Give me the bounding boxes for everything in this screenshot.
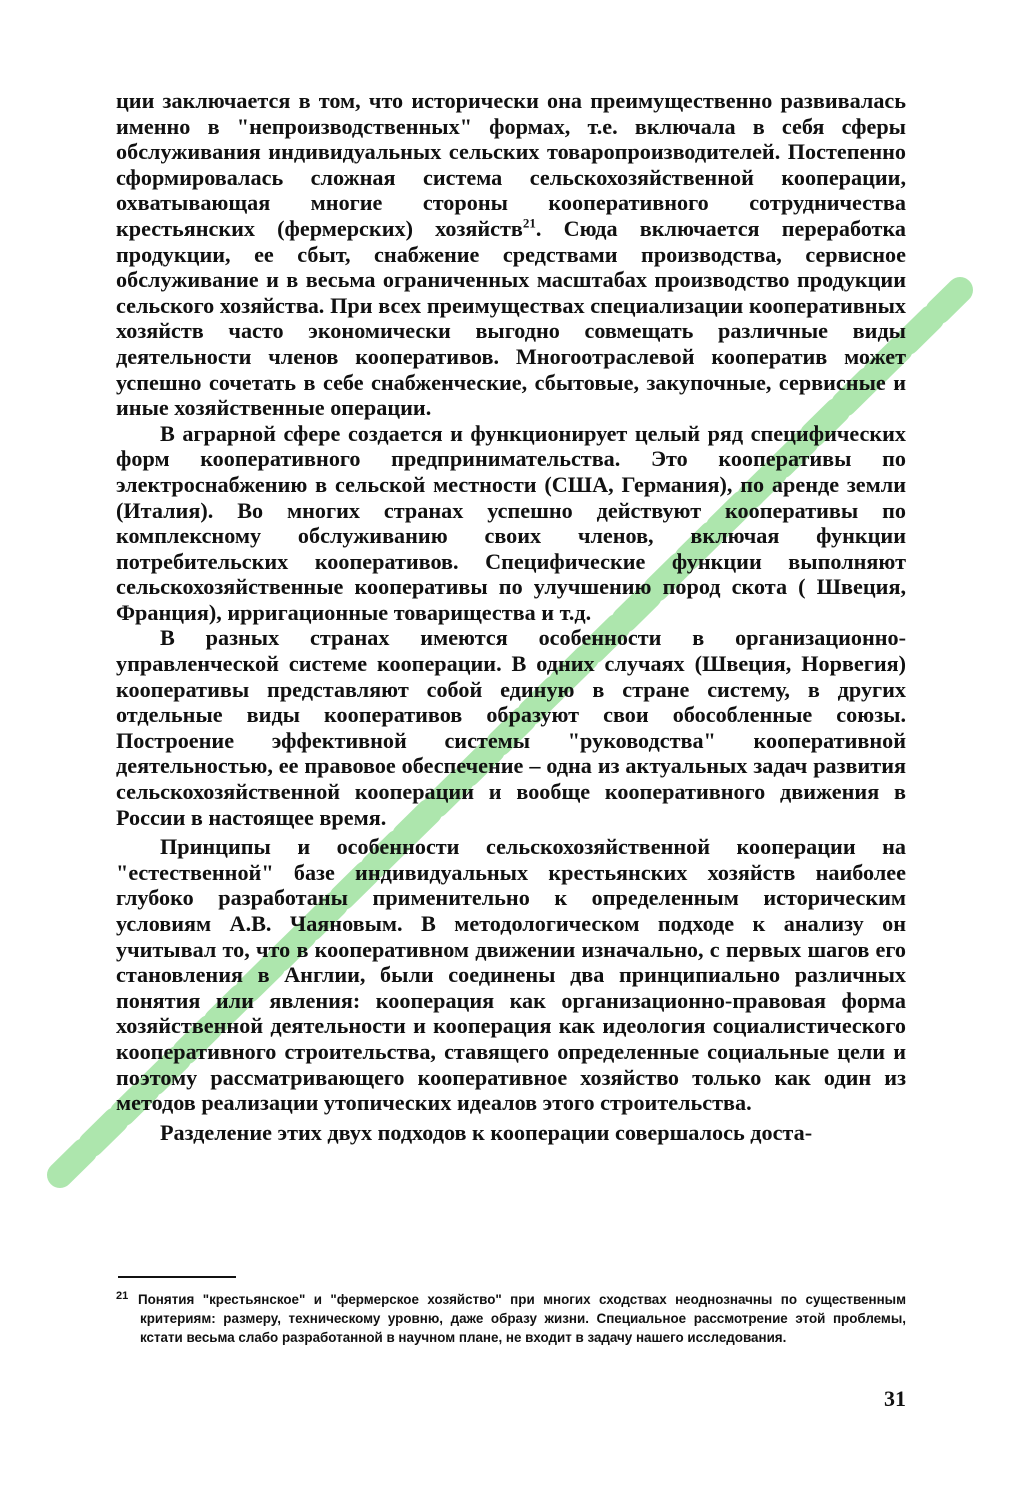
main-text <box>116 88 906 1145</box>
paragraph-3: В разных странах имеются особенности в организационно-управленческой системе кооперации. В одних случаях (Швеция, Норвегия) кооперативы представляют собой единую в стране систему, в других отдельные виды кооперативов образуют свои обособленные союзы. Построение эффективной системы "руководства" кооперативной деятельностью, ее правовое обеспечение – одна из актуальных задач развития сельскохозяйственной кооперации и вообще кооперативного движения в России в настоящее время. <box>116 625 906 830</box>
paragraph-1-text-a: ции заключается в том, что исторически она преимущественно развивалась именно в "непроизводственных" формах, т.е. включала в себя сферы обслуживания индивидуальных сельских товаропроизводителей. Постепенно сформировалась сложная система сельскохозяйственной кооперации, охватывающая многие стороны кооперативного сотрудничества крестьянских (фермерских) хозяйств <box>116 88 906 241</box>
footnote-divider <box>118 1276 236 1278</box>
footnote: 21 Понятия "крестьянское" и "фермерское хозяйство" при многих сходствах неоднозначны по существенным критериям: размеру, техническому уровню, даже образу жизни. Специальное рассмотрение этой проблемы, кстати весьма слабо разработанной в научном плане, не входит в задачу нашего исследования. <box>116 1289 906 1345</box>
paragraph-4: Принципы и особенности сельскохозяйственной кооперации на "естественной" базе индивидуальных крестьянских хозяйств наиболее глубоко разработаны применительно к определенным историческим условиям А.В. Чаяновым. В методологическом подходе к анализу он учитывал то, что в кооперативном движении изначально, с первых шагов его становления в Англии, были соединены два принципиально различных понятия или явления: кооперация как организационно-правовая форма хозяйственной деятельности и кооперация как идеология социалистического кооперативного строительства, ставящего определенные социальные цели и поэтому рассматривающего кооперативное хозяйство только как один из методов реализации утопических идеалов этого строительства. <box>116 834 906 1116</box>
page-number: 31 <box>884 1386 906 1411</box>
paragraph-1 <box>116 88 906 421</box>
footnote-reference: 21 <box>522 215 536 231</box>
paragraph-2: В аграрной сфере создается и функционирует целый ряд специфических форм кооперативного предпринимательства. Это кооперативы по электроснабжению в сельской местности (США, Германия), по аренде земли (Италия). Во многих странах успешно действуют кооперативы по комплексному обслуживанию своих членов, включая функции потребительских кооперативов. Специфические функции выполняют сельскохозяйственные кооперативы по улучшению пород скота ( Швеция, Франция), ирригационные товарищества и т.д. <box>116 420 906 625</box>
paragraph-1-text-b: . Сюда включается переработка продукции, ее сбыт, снабжение средствами производства, сервисное обслуживание и в весьма ограниченных масштабах производство продукции сельского хозяйства. При всех преимуществах специализации кооперативных хозяйств часто экономически выгодно совмещать различные виды деятельности членов кооперативов. Многоотраслевой кооператив может успешно сочетать в себе снабженческие, сбытовые, закупочные, сервисные и иные хозяйственные операции. <box>116 215 906 421</box>
footnote-text: Понятия "крестьянское" и "фермерское хозяйство" при многих сходствах неоднозначны по существенным критериям: размеру, техническому уровню, даже образу жизни. Специальное рассмотрение этой проблемы, кстати весьма слабо разработанной в научном плане, не входит в задачу нашего исследования. <box>138 1292 906 1345</box>
paragraph-5: Разделение этих двух подходов к кооперации совершалось доста- <box>160 1119 813 1145</box>
